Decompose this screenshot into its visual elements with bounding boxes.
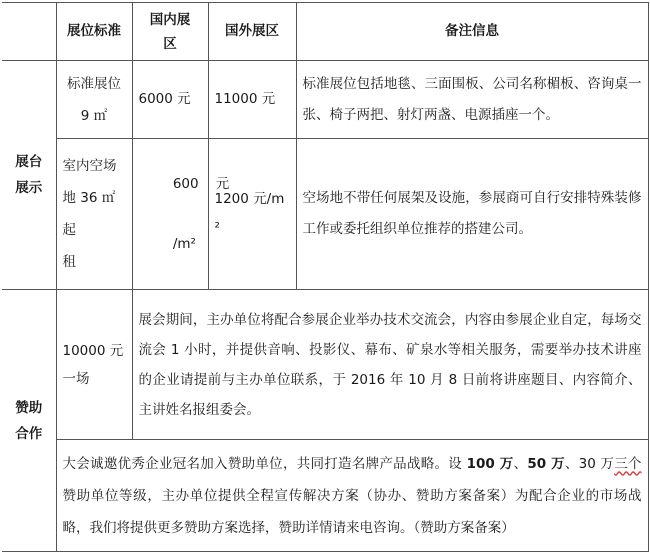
header-domestic-line1: 国内展 xyxy=(149,11,191,28)
standard-booth-domestic-price: 6000 元 xyxy=(132,61,208,139)
raw-space-domestic-line1: 600 元 xyxy=(172,176,230,192)
raw-space-line3: 租 xyxy=(62,254,76,270)
sponsor-sep-1: 、 xyxy=(513,455,528,472)
booth-section-label xyxy=(2,61,56,290)
sponsor-text-d: 赞助单位等级，主办单位提供全程宣传解决方案（协办、赞助方案备案）为配合企业的市场战略，我们将提供更多赞助方案选择，赞助详情请来电咨询。（赞助方案备案） xyxy=(62,487,642,536)
pricing-document xyxy=(2,2,648,536)
header-foreign: 国外展区 xyxy=(208,3,296,61)
standard-booth-foreign-price: 11000 元 xyxy=(208,61,296,139)
sponsor-amount-1: 100 万 xyxy=(466,455,514,472)
table-row xyxy=(2,290,648,440)
raw-space-cell xyxy=(56,139,132,290)
sponsor-text-c: 三个 xyxy=(614,455,642,472)
standard-booth-size: 9 ㎡ xyxy=(80,107,108,124)
table-row xyxy=(2,440,648,552)
talk-price-amount: 10000 元 xyxy=(62,342,124,359)
table-row xyxy=(2,139,648,290)
raw-space-line2: 地 36 ㎡起 xyxy=(62,190,116,238)
talk-price-cell xyxy=(56,290,132,440)
raw-space-domestic-line2: /m² xyxy=(172,236,196,252)
sponsor-amount-2: 50 万 xyxy=(527,455,565,472)
header-standard: 展位标准 xyxy=(56,3,132,61)
raw-space-foreign-price: 1200 元/m² xyxy=(208,139,296,290)
table-header-row xyxy=(2,3,648,61)
talk-price-unit: 一场 xyxy=(62,370,90,387)
sponsor-label-line2: 合作 xyxy=(15,425,43,442)
booth-label-line2: 展示 xyxy=(15,180,43,196)
standard-booth-notes: 标准展位包括地毯、三面围板、公司名称楣板、咨询桌一张、椅子两把、射灯两盏、电源插座一个。 xyxy=(296,61,648,139)
header-blank-cell xyxy=(2,3,56,61)
header-domestic-line2: 区 xyxy=(163,35,177,52)
raw-space-line1: 室内空场 xyxy=(62,158,117,174)
standard-booth-cell xyxy=(56,61,132,139)
header-domestic xyxy=(132,3,208,61)
header-notes: 备注信息 xyxy=(296,3,648,61)
table-row xyxy=(2,61,648,139)
raw-space-notes: 空场地不带任何展架及设施，参展商可自行安排特殊装修工作或委托组织单位推荐的搭建公司。 xyxy=(296,139,648,290)
sponsor-text-a: 大会诚邀优秀企业冠名加入赞助单位，共同打造名牌产品战略。设 xyxy=(62,455,467,472)
sponsor-text-b: 、30 万 xyxy=(564,455,615,472)
raw-space-domestic-price xyxy=(132,139,230,290)
sponsor-section-label xyxy=(2,290,56,552)
sponsor-notes xyxy=(56,440,648,552)
standard-booth-name: 标准展位 xyxy=(67,75,121,92)
talk-notes: 展会期间，主办单位将配合参展企业举办技术交流会，内容由参展企业自定，每场交流会 1 小时，并提供音响、投影仪、幕布、矿泉水等相关服务，需要举办技术讲座的企业请提前与主办单位联系，于 2016 年 10 月 8 日前将讲座题目、内容简介、主讲姓名报组委会。 xyxy=(132,290,648,440)
pricing-table xyxy=(2,2,649,552)
booth-label-line1: 展台 xyxy=(15,154,43,170)
sponsor-label-line1: 赞助 xyxy=(15,399,43,416)
